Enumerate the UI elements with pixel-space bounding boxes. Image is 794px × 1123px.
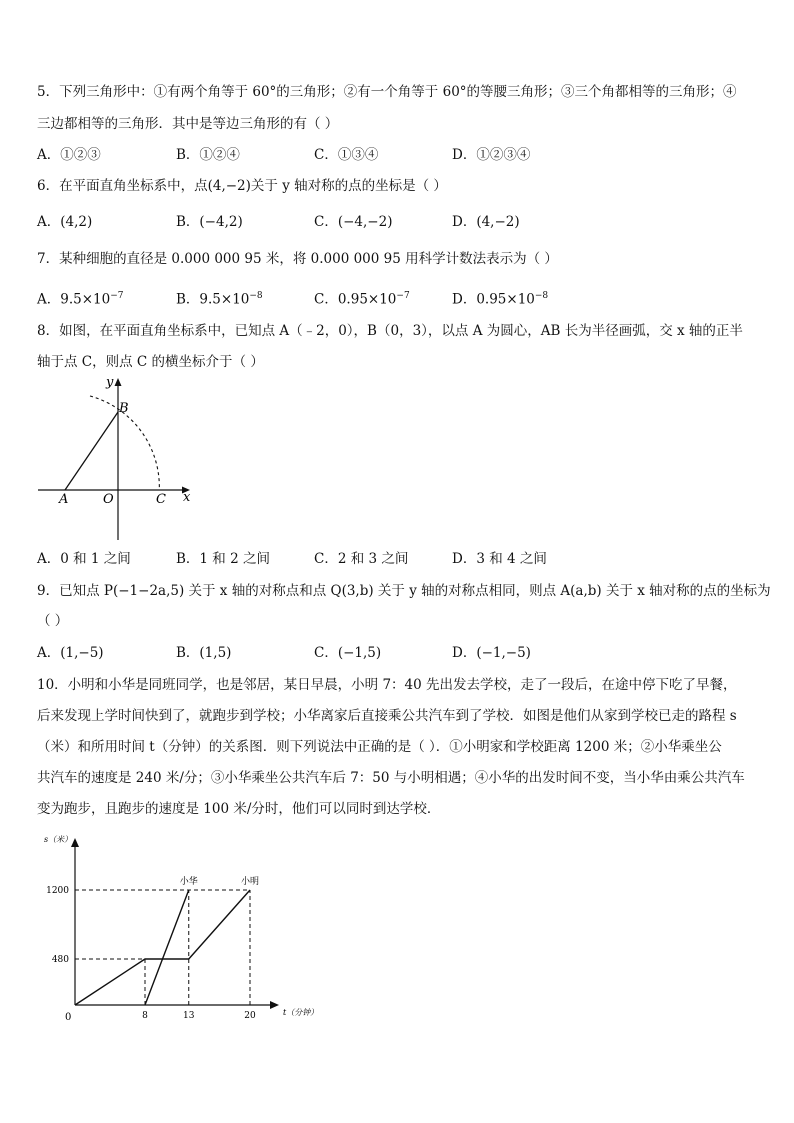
x-tick-label-13: 13 — [183, 1011, 195, 1021]
q9-option-a: A．(1,−5) — [37, 645, 104, 661]
q7-option-a-label: A． — [37, 291, 61, 308]
q10-stem-line5: 变为跑步，且跑步的速度是 100 米/分时，他们可以同时到达学校． — [37, 801, 441, 817]
q7-option-a — [37, 287, 124, 309]
q8-option-d: D．3 和 4 之间 — [452, 551, 547, 567]
x-tick-label-8: 8 — [142, 1011, 148, 1021]
x-tick-label-20: 20 — [244, 1011, 256, 1021]
q10-stem-line2: 后来发现上学时间快到了，就跑步到学校；小华离家后直接乘公共汽车到了学校．如图是他们从家到学校已走的路程 s — [37, 708, 737, 724]
q5-option-a: A．①②③ — [37, 147, 101, 163]
q10-stem-line3: （米）和所用时间 t（分钟）的关系图．则下列说法中正确的是（ ）．①小明家和学校距离 1200 米；②小华乘坐公 — [37, 739, 722, 755]
q7-option-d-exp: −8 — [534, 291, 549, 301]
q8-label-c: C — [156, 492, 166, 507]
q7-option-b — [176, 287, 263, 309]
q7-option-c-exp: −7 — [396, 291, 410, 301]
q10-x-arrow-icon — [270, 1001, 279, 1009]
q6-option-a: A．(4,2) — [37, 214, 93, 230]
q7-option-b-label: B． — [176, 291, 200, 308]
q10-ylabel: s（米） — [44, 835, 73, 844]
q9-stem-line1: 9．已知点 P(−1−2a,5) 关于 x 轴的对称点和点 Q(3,b) 关于 y 轴的对称点相同，则点 A(a,b) 关于 x 轴对称的点的坐标为 — [37, 583, 771, 599]
y-tick-label-480: 480 — [51, 955, 69, 965]
q6-option-c: C．(−4,−2) — [314, 214, 393, 230]
q8-segment-ab — [65, 412, 118, 490]
q10-y-arrow-icon — [71, 838, 79, 847]
q9-option-d: D．(−1,−5) — [452, 645, 531, 661]
q5-option-d: D．①②③④ — [452, 147, 531, 163]
q8-figure — [30, 370, 200, 545]
q7-option-d-base: 0.95×10 — [476, 291, 535, 308]
q7-option-a-exp: −7 — [110, 291, 124, 301]
q10-stem-line4: 共汽车的速度是 240 米/分；③小华乘坐公共汽车后 7：50 与小明相遇；④小华的出发时间不变，当小华由乘公共汽车 — [37, 770, 745, 786]
q8-stem-line1: 8．如图，在平面直角坐标系中，已知点 A（﹣2，0），B（0，3），以点 A 为圆心，AB 长为半径画弧，交 x 轴的正半 — [37, 323, 743, 339]
q8-label-a: A — [59, 492, 69, 507]
q9-option-c: C．(−1,5) — [314, 645, 382, 661]
series-label-0: 小明 — [240, 877, 260, 887]
q7-option-b-exp: −8 — [249, 291, 263, 301]
q10-chart — [30, 830, 340, 1030]
q10-origin-label: 0 — [65, 1012, 72, 1023]
q8-label-b: B — [119, 401, 129, 416]
q7-option-d-label: D． — [452, 291, 477, 308]
q10-xlabel: t（分钟） — [283, 1008, 319, 1017]
q7-option-c-base: 0.95×10 — [337, 291, 397, 308]
q8-option-c: C．2 和 3 之间 — [314, 551, 409, 567]
q7-option-c-label: C． — [314, 291, 338, 308]
q6-option-d: D．(4,−2) — [452, 214, 520, 230]
q8-label-o: O — [103, 492, 114, 507]
q8-option-a: A．0 和 1 之间 — [37, 551, 131, 567]
q6-stem: 6．在平面直角坐标系中，点(4,−2)关于 y 轴对称的点的坐标是（ ） — [37, 178, 447, 194]
q9-option-b: B．(1,5) — [176, 645, 232, 661]
q5-stem-line1: 5．下列三角形中：①有两个角等于 60°的三角形；②有一个角等于 60°的等腰三角形；③三个角都相等的三角形；④ — [37, 84, 737, 100]
series-line-1 — [145, 890, 189, 1005]
q8-y-arrow-icon — [115, 378, 122, 386]
series-label-1: 小华 — [179, 877, 198, 887]
q8-label-y: y — [106, 375, 114, 390]
q6-option-b: B．(−4,2) — [176, 214, 243, 230]
q5-option-b: B．①②④ — [176, 147, 240, 163]
q7-option-a-base: 9.5×10 — [60, 291, 111, 308]
q8-stem-line2: 轴于点 C，则点 C 的横坐标介于（ ） — [37, 354, 264, 370]
y-tick-label-1200: 1200 — [46, 886, 69, 896]
q7-option-c — [314, 287, 410, 309]
series-line-0 — [75, 890, 250, 1005]
q5-stem-line2: 三边都相等的三角形．其中是等边三角形的有（ ） — [37, 116, 339, 132]
q5-option-c: C．①③④ — [314, 147, 379, 163]
q7-option-d — [452, 287, 548, 309]
q7-option-b-base: 9.5×10 — [199, 291, 250, 308]
q9-stem-line2: （ ） — [37, 613, 69, 629]
q8-label-x: x — [183, 490, 191, 505]
q7-stem: 7．某种细胞的直径是 0.000 000 95 米，将 0.000 000 95 用科学计数法表示为（ ） — [37, 251, 558, 267]
q8-option-b: B．1 和 2 之间 — [176, 551, 270, 567]
q10-stem-line1: 10．小明和小华是同班同学，也是邻居，某日早晨，小明 7：40 先出发去学校，走了一段后，在途中停下吃了早餐， — [37, 677, 737, 693]
